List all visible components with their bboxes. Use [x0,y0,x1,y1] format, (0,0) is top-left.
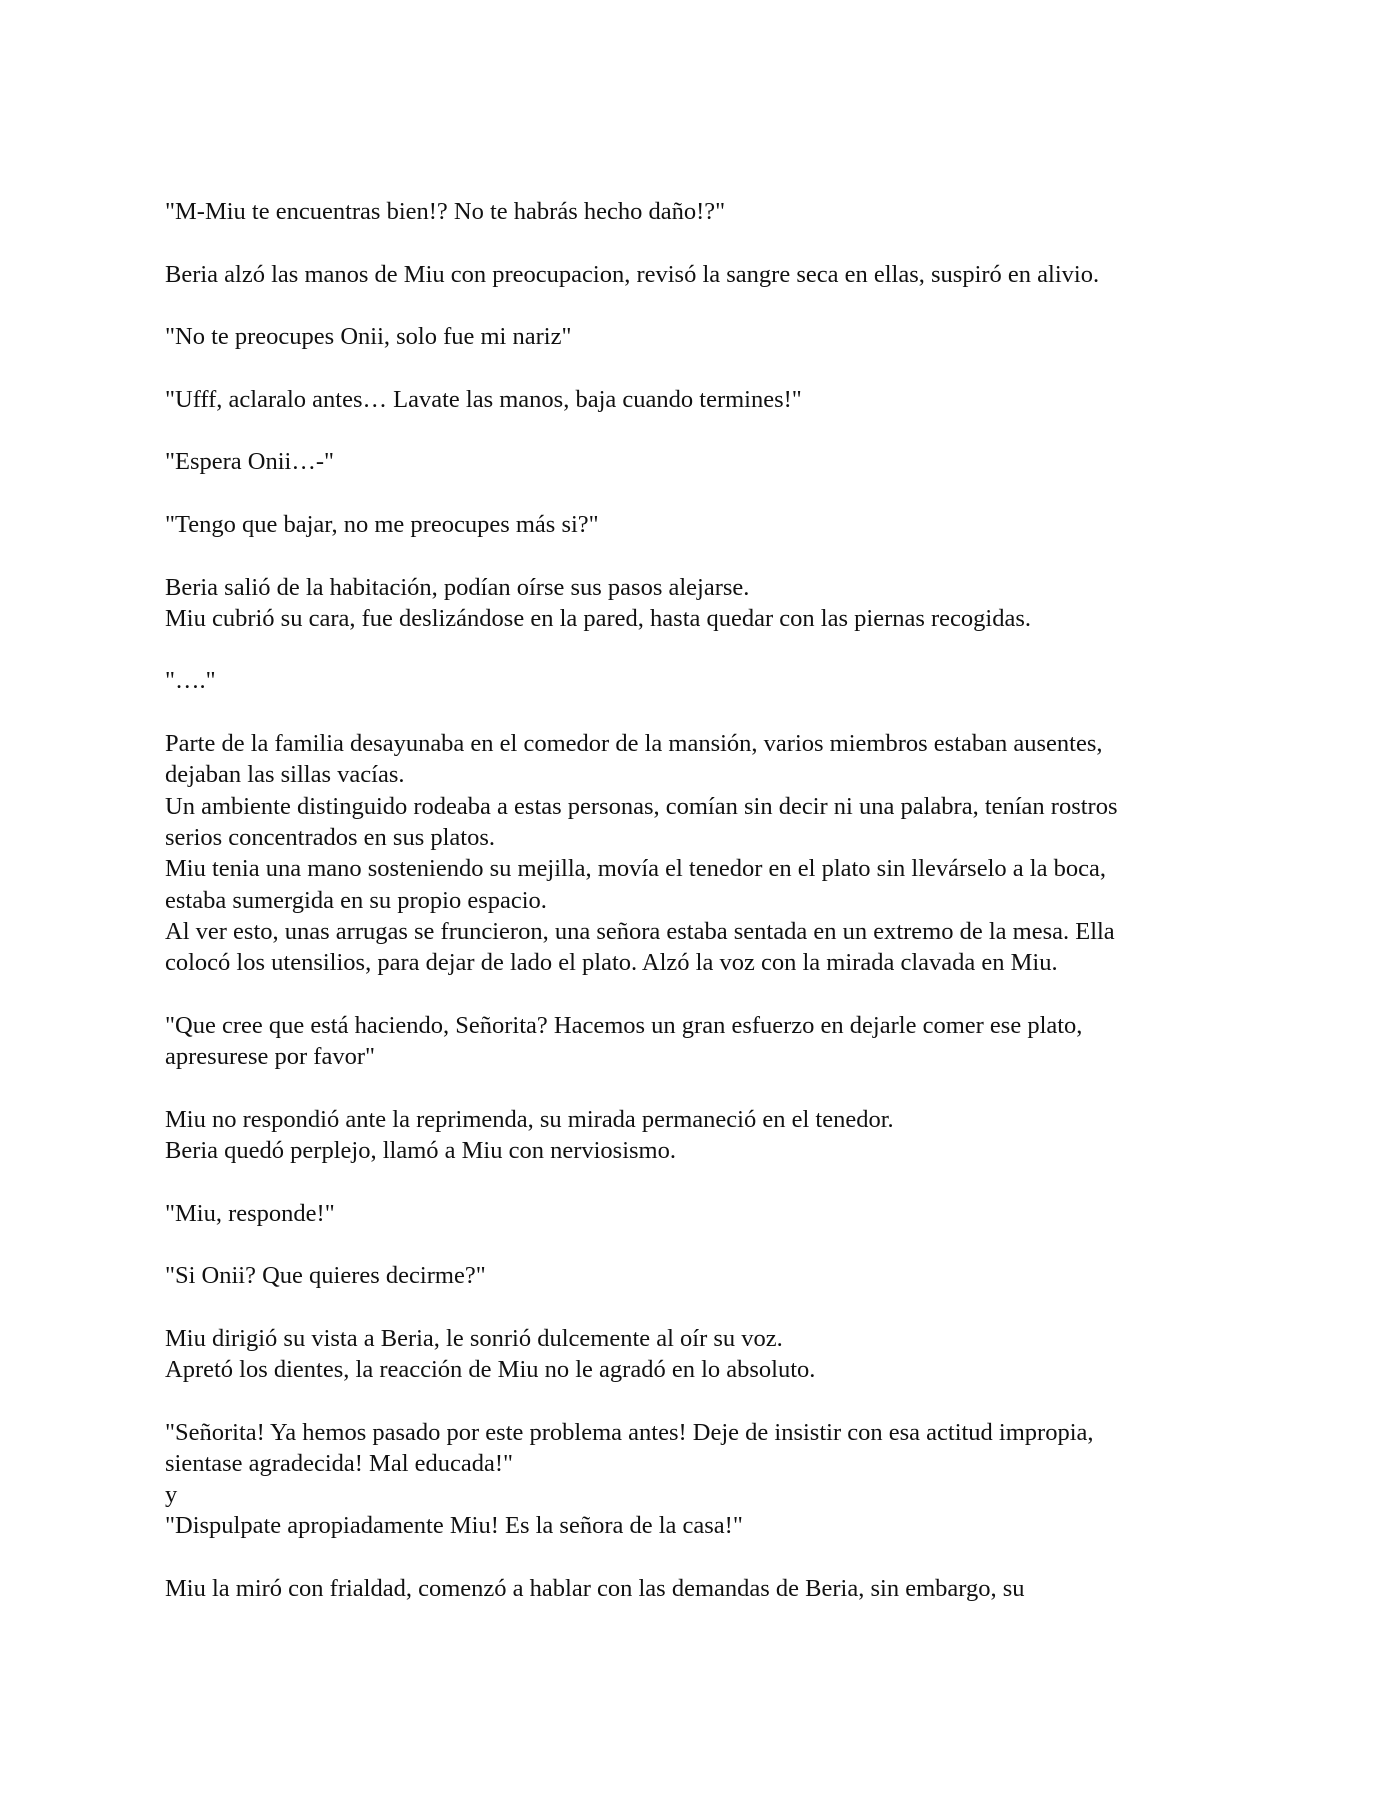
paragraph-5 [165,446,1245,477]
text-line: "Espera Onii…-" [165,448,334,476]
text-line: Miu no respondió ante la reprimenda, su mirada permaneció en el tenedor. [165,1105,894,1133]
text-line: "Ufff, aclaralo antes… Lavate las manos, baja cuando termines!" [165,385,802,413]
text-line: estaba sumergida en su propio espacio. [165,886,547,914]
text-line: colocó los utensilios, para dejar de lado el plato. Alzó la voz con la mirada clavada en Miu. [165,949,1058,977]
paragraph-11 [165,1104,1245,1167]
paragraph-9 [165,728,1245,978]
text-line: "Dispulpate apropiadamente Miu! Es la señora de la casa!" [165,1512,743,1540]
paragraph-8 [165,665,1245,696]
text-line: Beria quedó perplejo, llamó a Miu con nerviosismo. [165,1136,676,1164]
paragraph-12 [165,1198,1245,1229]
text-line: Al ver esto, unas arrugas se fruncieron, una señora estaba sentada en un extremo de la mesa. Ella [165,917,1115,945]
paragraph-10 [165,1010,1245,1073]
text-line: Apretó los dientes, la reacción de Miu no le agradó en lo absoluto. [165,1355,816,1383]
text-line: "…." [165,667,216,695]
paragraph-1 [165,196,1245,227]
document-page [165,196,1245,1604]
text-line: "Miu, responde!" [165,1199,335,1227]
paragraph-2 [165,259,1245,290]
paragraph-6 [165,509,1245,540]
paragraph-7 [165,572,1245,635]
paragraph-13 [165,1260,1245,1291]
text-line: sientase agradecida! Mal educada!" [165,1449,514,1477]
text-line: Parte de la familia desayunaba en el comedor de la mansión, varios miembros estaban ausentes, [165,730,1103,758]
text-line: y [165,1481,178,1509]
text-line: "M-Miu te encuentras bien!? No te habrás hecho daño!?" [165,198,726,225]
text-line: dejaban las sillas vacías. [165,761,405,789]
text-line: Miu tenia una mano sosteniendo su mejilla, movía el tenedor en el plato sin llevárselo a la boca, [165,855,1106,883]
text-line: Beria alzó las manos de Miu con preocupacion, revisó la sangre seca en ellas, suspiró en alivio. [165,260,1100,288]
text-line: Miu dirigió su vista a Beria, le sonrió dulcemente al oír su voz. [165,1324,783,1352]
text-line: apresurese por favor" [165,1043,375,1071]
text-line: "Señorita! Ya hemos pasado por este problema antes! Deje de insistir con esa actitud impropia, [165,1418,1094,1446]
paragraph-16 [165,1573,1245,1604]
text-line: Miu cubrió su cara, fue deslizándose en la pared, hasta quedar con las piernas recogidas. [165,604,1032,632]
paragraph-15 [165,1417,1245,1542]
text-line: Un ambiente distinguido rodeaba a estas personas, comían sin decir ni una palabra, tenían rostros [165,792,1118,820]
text-line: "Tengo que bajar, no me preocupes más si?" [165,510,599,538]
text-line: "No te preocupes Onii, solo fue mi nariz" [165,323,572,351]
text-line: serios concentrados en sus platos. [165,823,495,851]
text-line: "Si Onii? Que quieres decirme?" [165,1262,486,1290]
text-line: "Que cree que está haciendo, Señorita? Hacemos un gran esfuerzo en dejarle comer ese plato, [165,1011,1083,1039]
paragraph-14 [165,1323,1245,1386]
text-line: Beria salió de la habitación, podían oírse sus pasos alejarse. [165,573,750,601]
text-line: Miu la miró con frialdad, comenzó a hablar con las demandas de Beria, sin embargo, su [165,1575,1025,1603]
paragraph-4 [165,384,1245,415]
paragraph-3 [165,321,1245,352]
